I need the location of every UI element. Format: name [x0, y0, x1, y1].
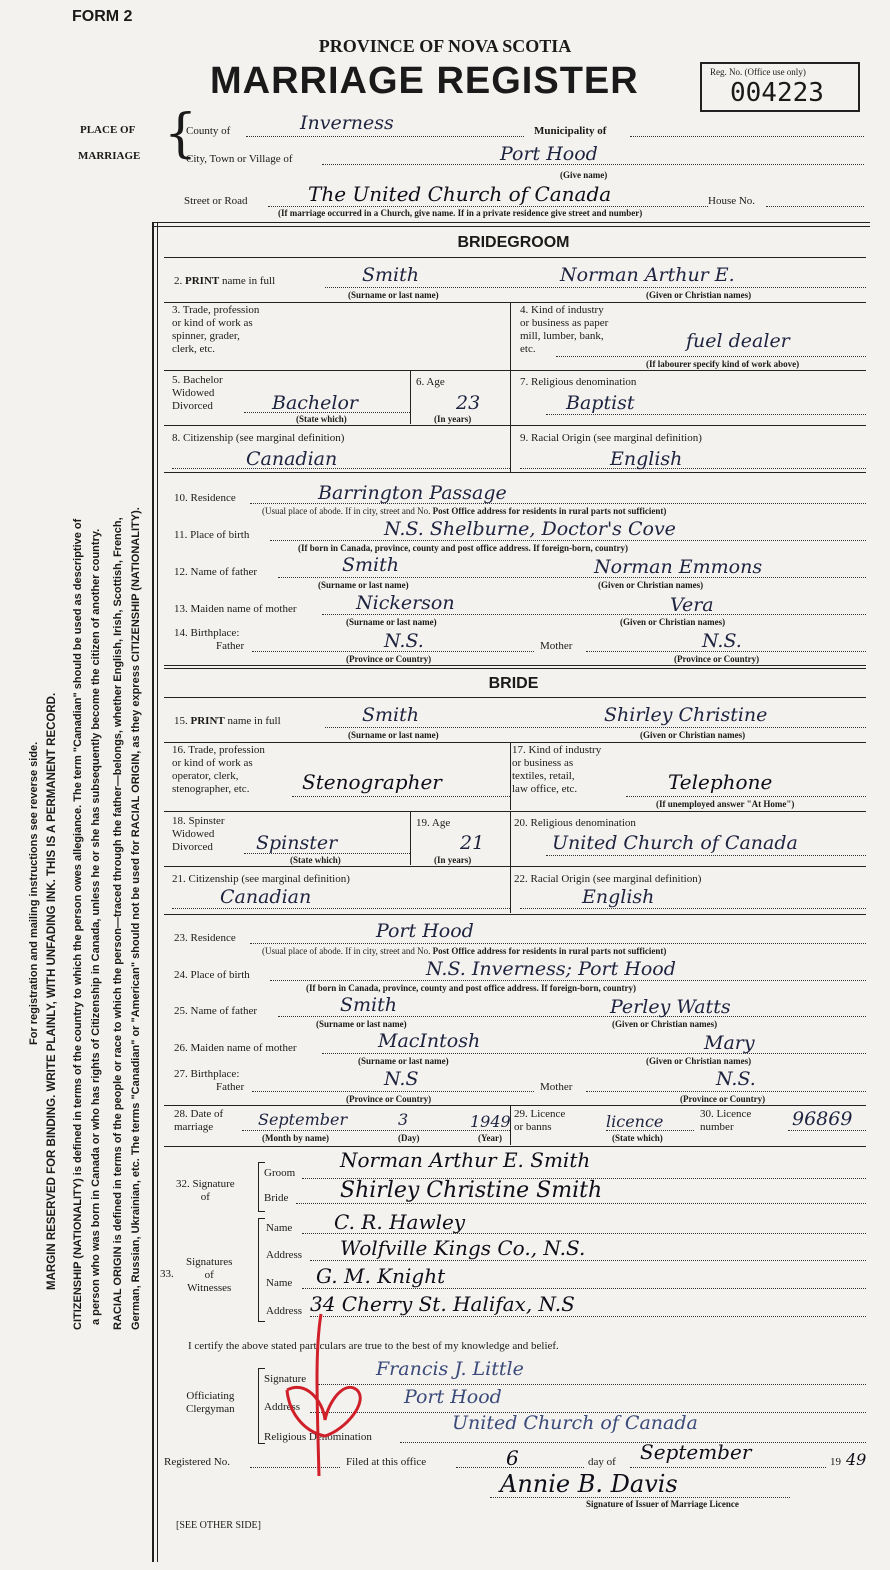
- licence-no-label: 30. Licence number: [700, 1108, 752, 1133]
- margin-instructions: For registration and mailing instructions see reverse side.: [28, 741, 40, 1045]
- g-bp-mother-label: Mother: [540, 640, 573, 652]
- b-racial-label: 22. Racial Origin (see marginal definition): [514, 873, 702, 885]
- g-residence-label: 10. Residence: [174, 492, 236, 504]
- filed-label: Filed at this office: [346, 1456, 427, 1468]
- b-birth: N.S. Inverness; Port Hood: [426, 958, 676, 980]
- date-label: 28. Date of marriage: [174, 1108, 224, 1133]
- groom-sig-label: Groom: [264, 1167, 296, 1179]
- b-given-note: (Given or Christian names): [640, 730, 746, 740]
- city-label: City, Town or Village of: [186, 153, 293, 165]
- g-industry-label: 4. Kind of industry or business as paper mill, lumber, bank, etc.: [520, 304, 609, 355]
- g-citizenship-label: 8. Citizenship (see marginal definition): [172, 432, 345, 444]
- off-religion-label: Religious Denomination: [264, 1431, 372, 1443]
- province-heading: PROVINCE OF NOVA SCOTIA: [318, 36, 572, 56]
- g-father-surname: Smith: [342, 554, 399, 576]
- licence-note: (State which): [612, 1133, 663, 1143]
- b-residence-label: 23. Residence: [174, 932, 236, 944]
- g-surname: Smith: [362, 264, 419, 286]
- b-surname: Smith: [362, 704, 419, 726]
- g-father-surname-note: (Surname or last name): [318, 580, 409, 590]
- licence-no: 96869: [792, 1108, 853, 1130]
- bride-heading: BRIDE: [488, 675, 539, 692]
- b-mother-given: Mary: [704, 1032, 755, 1054]
- b-industry: Telephone: [668, 770, 773, 794]
- b-surname-note: (Surname or last name): [348, 730, 439, 740]
- groom-signature: Norman Arthur E. Smith: [340, 1148, 591, 1172]
- b-birth-note: (If born in Canada, province, county and post office address. If foreign-born, country): [306, 983, 637, 993]
- registered-no-label: Registered No.: [164, 1456, 230, 1468]
- b-prov-note-1: (Province or Country): [346, 1094, 432, 1104]
- g-religion: Baptist: [566, 392, 635, 414]
- b-citizenship-label: 21. Citizenship (see marginal definition): [172, 873, 350, 885]
- b-age-note: (In years): [434, 855, 472, 865]
- filed-year-prefix: 19: [830, 1456, 841, 1468]
- b-status: Spinster: [256, 832, 338, 854]
- margin-citizenship-def-2: a person who was born in Canada or who has rights of Citizenship in Canada, unless he or she has subsequently become the citizen of another country.: [90, 528, 102, 1325]
- give-name-note: (Give name): [560, 170, 608, 180]
- w2-address: 34 Cherry St. Halifax, N.S: [310, 1292, 575, 1316]
- g-industry-note: (If labourer specify kind of work above): [646, 359, 800, 369]
- b-bp-father: N.S: [384, 1068, 419, 1090]
- b-age-label: 19. Age: [416, 817, 451, 829]
- g-surname-note: (Surname or last name): [348, 290, 439, 300]
- bride-signature: Shirley Christine Smith: [340, 1178, 603, 1203]
- margin-binding-note: MARGIN RESERVED FOR BINDING. WRITE PLAINLY, WITH UNFADING INK. THIS IS A PERMANENT RECORD.: [46, 692, 58, 1290]
- street-note: (If marriage occurred in a Church, give name. If in a private residence give street and number): [278, 208, 643, 218]
- b-prov-note-2: (Province or Country): [680, 1094, 766, 1104]
- bride-sig-label: Bride: [264, 1192, 289, 1204]
- w1-name: C. R. Hawley: [334, 1210, 466, 1234]
- filed-day: 6: [506, 1446, 519, 1470]
- b-trade: Stenographer: [302, 770, 442, 794]
- w2-name: G. M. Knight: [316, 1264, 446, 1288]
- w1-address-label: Address: [266, 1249, 303, 1261]
- margin-racial-def-2: German, Russian, Ukrainian, etc. The terms "Canadian" or "American" should not be used for RACIAL ORIGIN, as they express CITIZENSHIP (NATIONALITY).: [130, 507, 142, 1330]
- g-trade-label: 3. Trade, profession or kind of work as spinner, grader, clerk, etc.: [172, 304, 260, 355]
- g-industry: fuel dealer: [686, 330, 790, 352]
- reg-number-box: [700, 62, 860, 112]
- b-religion: United Church of Canada: [552, 832, 798, 854]
- street-label: Street or Road: [184, 195, 248, 207]
- g-father-label: 12. Name of father: [174, 566, 258, 578]
- g-bp-father: N.S.: [384, 630, 424, 652]
- g-age-note: (In years): [434, 414, 472, 424]
- b-status-note: (State which): [290, 855, 341, 865]
- b-father-label: 25. Name of father: [174, 1005, 258, 1017]
- b-citizenship: Canadian: [220, 886, 312, 908]
- g-birth-note: (If born in Canada, province, county and post office address. If foreign-born, country): [298, 543, 629, 553]
- bridegroom-heading: BRIDEGROOM: [457, 234, 570, 251]
- g-birth: N.S. Shelburne, Doctor's Cove: [384, 518, 676, 540]
- b-father-surname: Smith: [340, 994, 397, 1016]
- page-title: MARRIAGE REGISTER: [210, 60, 639, 102]
- b-age: 21: [460, 832, 485, 854]
- g-given: Norman Arthur E.: [560, 264, 735, 286]
- filed-year: 49: [846, 1450, 867, 1469]
- b-bp-mother-label: Mother: [540, 1081, 573, 1093]
- b-religion-label: 20. Religious denomination: [514, 817, 636, 829]
- b-trade-label: 16. Trade, profession or kind of work as operator, clerk, stenographer, etc.: [172, 744, 265, 795]
- w2-address-label: Address: [266, 1305, 303, 1317]
- g-racial-label: 9. Racial Origin (see marginal definition): [520, 432, 702, 444]
- off-sig-label: Signature: [264, 1373, 307, 1385]
- certify-text: I certify the above stated particulars are true to the best of my knowledge and belief.: [188, 1340, 559, 1352]
- g-prov-note-1: (Province or Country): [346, 654, 432, 664]
- g-prov-note-2: (Province or Country): [674, 654, 760, 664]
- margin-racial-def-1: RACIAL ORIGIN is defined in terms of the people or race to which the person—traced through the father—belongs, whether English, Irish, Scottish, French,: [112, 517, 124, 1330]
- g-bp-father-label: Father: [216, 640, 245, 652]
- g-age: 23: [456, 392, 481, 414]
- day-of-label: day of: [588, 1456, 616, 1468]
- g-birthplace-label: 14. Birthplace:: [174, 627, 240, 639]
- g-age-label: 6. Age: [416, 376, 445, 388]
- b-mother-given-note: (Given or Christian names): [646, 1056, 752, 1066]
- b-industry-label: 17. Kind of industry or business as textiles, retail, law office, etc.: [512, 744, 602, 795]
- marriage-month: September: [258, 1110, 348, 1129]
- marriage-day: 3: [398, 1110, 409, 1129]
- g-residence: Barrington Passage: [318, 482, 507, 504]
- off-address-label: Address: [264, 1401, 301, 1413]
- g-mother-surname: Nickerson: [356, 592, 455, 614]
- year-note: (Year): [478, 1133, 502, 1143]
- off-signature: Francis J. Little: [376, 1358, 524, 1380]
- sig-label: 32. Signature of: [176, 1178, 235, 1203]
- issuer-label: Signature of Issuer of Marriage Licence: [586, 1499, 739, 1509]
- b-father-given-note: (Given or Christian names): [612, 1019, 718, 1029]
- form-number: FORM 2: [72, 8, 133, 25]
- b-industry-note: (If unemployed answer "At Home"): [656, 799, 795, 809]
- g-bp-mother: N.S.: [702, 630, 742, 652]
- b-print-label: 15. PRINT name in full: [174, 715, 281, 727]
- b-birth-label: 24. Place of birth: [174, 969, 250, 981]
- filed-month: September: [640, 1440, 752, 1464]
- county-label: County of: [186, 125, 231, 137]
- b-bp-father-label: Father: [216, 1081, 245, 1093]
- place-label-2: MARRIAGE: [78, 150, 141, 162]
- witness-num: 33.: [160, 1268, 174, 1280]
- w1-name-label: Name: [266, 1222, 293, 1234]
- street-value: The United Church of Canada: [308, 182, 612, 206]
- see-other-side: [SEE OTHER SIDE]: [176, 1520, 261, 1531]
- b-birthplace-label: 27. Birthplace:: [174, 1068, 240, 1080]
- municipality-label: Municipality of: [534, 125, 607, 137]
- g-status: Bachelor: [272, 392, 359, 414]
- day-note: (Day): [398, 1133, 420, 1143]
- house-label: House No.: [708, 195, 756, 207]
- g-birth-label: 11. Place of birth: [174, 529, 250, 541]
- g-mother-label: 13. Maiden name of mother: [174, 603, 297, 615]
- issuer-signature: Annie B. Davis: [500, 1470, 678, 1498]
- g-father-given-note: (Given or Christian names): [598, 580, 704, 590]
- g-given-note: (Given or Christian names): [646, 290, 752, 300]
- place-label-1: PLACE OF: [80, 124, 136, 136]
- place-brace: {: [164, 104, 198, 164]
- month-note: (Month by name): [262, 1133, 329, 1143]
- b-mother-surname: MacIntosh: [378, 1030, 481, 1052]
- g-mother-given: Vera: [670, 594, 714, 616]
- b-mother-surname-note: (Surname or last name): [358, 1056, 449, 1066]
- b-father-surname-note: (Surname or last name): [316, 1019, 407, 1029]
- marriage-year: 1949: [470, 1112, 511, 1131]
- g-religion-label: 7. Religious denomination: [520, 376, 637, 388]
- licence-label: 29. Licence or banns: [514, 1108, 566, 1133]
- g-status-note: (State which): [296, 414, 347, 424]
- g-residence-note: (Usual place of abode. If in city, street and No. Post Office address for residents in rural parts not sufficient): [262, 506, 667, 516]
- g-mother-surname-note: (Surname or last name): [346, 617, 437, 627]
- b-bp-mother: N.S.: [716, 1068, 756, 1090]
- reg-number-label: Reg. No. (Office use only): [710, 67, 806, 77]
- witness-label: Signatures of Witnesses: [186, 1256, 233, 1294]
- b-father-given: Perley Watts: [610, 996, 731, 1018]
- b-residence: Port Hood: [376, 920, 474, 942]
- licence-value: licence: [606, 1112, 664, 1131]
- b-status-label: 18. Spinster Widowed Divorced: [172, 815, 225, 853]
- w2-name-label: Name: [266, 1277, 293, 1289]
- city-value: Port Hood: [500, 143, 598, 165]
- g-print-label: 2. PRINT name in full: [174, 275, 276, 287]
- off-religion: United Church of Canada: [452, 1412, 698, 1434]
- reg-number: 004223: [730, 78, 824, 108]
- w1-address: Wolfville Kings Co., N.S.: [340, 1236, 586, 1260]
- g-racial: English: [610, 448, 683, 470]
- g-citizenship: Canadian: [246, 448, 338, 470]
- off-address: Port Hood: [404, 1386, 502, 1408]
- b-mother-label: 26. Maiden name of mother: [174, 1042, 297, 1054]
- b-residence-note: (Usual place of abode. If in city, street and No. Post Office address for residents in rural parts not sufficient): [262, 946, 667, 956]
- red-check-mark: [285, 1310, 375, 1480]
- g-status-label: 5. Bachelor Widowed Divorced: [172, 374, 223, 412]
- g-father-given: Norman Emmons: [594, 556, 763, 578]
- b-racial: English: [582, 886, 655, 908]
- b-given: Shirley Christine: [604, 704, 768, 726]
- g-mother-given-note: (Given or Christian names): [620, 617, 726, 627]
- officiating-label: Officiating Clergyman: [186, 1390, 235, 1415]
- margin-citizenship-def-1: CITIZENSHIP (NATIONALITY) is defined in terms of the country to which the person owes allegiance. The term "Canadian" should be used as descriptive of: [72, 518, 84, 1330]
- county-value: Inverness: [300, 112, 394, 134]
